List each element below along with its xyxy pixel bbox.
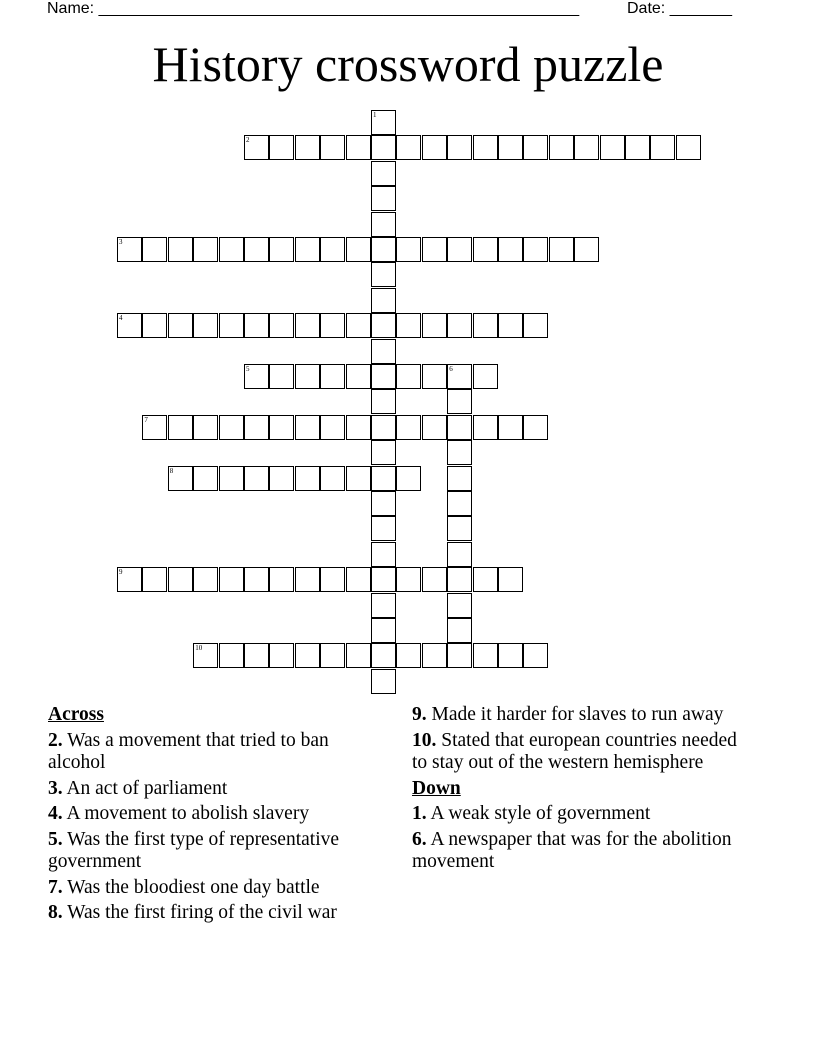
- grid-cell[interactable]: [498, 135, 523, 160]
- grid-cell[interactable]: [371, 339, 396, 364]
- grid-cell[interactable]: [447, 643, 472, 668]
- grid-cell[interactable]: [422, 643, 447, 668]
- grid-cell[interactable]: [422, 415, 447, 440]
- clue-number-label: 9: [119, 568, 123, 577]
- grid-cell[interactable]: [371, 643, 396, 668]
- grid-cell[interactable]: [269, 643, 294, 668]
- grid-cell[interactable]: [447, 440, 472, 465]
- grid-cell[interactable]: [371, 440, 396, 465]
- grid-cell[interactable]: [269, 237, 294, 262]
- grid-cell[interactable]: [650, 135, 675, 160]
- grid-cell[interactable]: [219, 237, 244, 262]
- clue-number: 9.: [412, 704, 427, 725]
- grid-cell[interactable]: [244, 466, 269, 491]
- grid-cell[interactable]: [396, 237, 421, 262]
- grid-cell[interactable]: [549, 135, 574, 160]
- grid-cell[interactable]: [371, 669, 396, 694]
- grid-cell[interactable]: [346, 567, 371, 592]
- grid-cell[interactable]: [447, 364, 472, 389]
- grid-cell[interactable]: [269, 135, 294, 160]
- grid-cell[interactable]: [168, 466, 193, 491]
- grid-cell[interactable]: [295, 567, 320, 592]
- grid-cell[interactable]: [371, 161, 396, 186]
- grid-cell[interactable]: [625, 135, 650, 160]
- clue-text: A newspaper that was for the abolition movement: [412, 828, 732, 872]
- grid-cell[interactable]: [371, 466, 396, 491]
- grid-cell[interactable]: [371, 262, 396, 287]
- grid-cell[interactable]: [447, 135, 472, 160]
- grid-cell[interactable]: [422, 567, 447, 592]
- grid-cell[interactable]: [320, 466, 345, 491]
- grid-cell[interactable]: [473, 415, 498, 440]
- grid-cell[interactable]: [676, 135, 701, 160]
- clue-text: A weak style of government: [430, 803, 651, 824]
- grid-cell[interactable]: [193, 643, 218, 668]
- clue-number: 7.: [48, 876, 63, 898]
- across-clue: [48, 778, 388, 801]
- clue-number-label: 5: [246, 365, 250, 373]
- grid-cell[interactable]: [447, 415, 472, 440]
- grid-cell[interactable]: [346, 364, 371, 389]
- grid-cell[interactable]: [422, 135, 447, 160]
- grid-cell[interactable]: [244, 313, 269, 338]
- grid-cell[interactable]: [371, 110, 396, 135]
- grid-cell[interactable]: [320, 313, 345, 338]
- grid-cell[interactable]: [346, 237, 371, 262]
- clue-number: 6.: [412, 828, 427, 850]
- grid-cell[interactable]: [422, 313, 447, 338]
- grid-cell[interactable]: [193, 466, 218, 491]
- clue-number-label: 8: [169, 466, 174, 475]
- grid-cell[interactable]: [219, 313, 244, 338]
- grid-cell[interactable]: [498, 643, 523, 668]
- grid-cell[interactable]: [219, 466, 244, 491]
- grid-cell[interactable]: [168, 313, 193, 338]
- clue-number: 1.: [412, 803, 427, 824]
- grid-cell[interactable]: [371, 237, 396, 262]
- grid-cell[interactable]: [422, 237, 447, 262]
- grid-cell[interactable]: [117, 237, 142, 262]
- clue-text: Was the first type of representative government: [48, 828, 340, 872]
- clue-number-label: 1: [373, 111, 377, 119]
- grid-cell[interactable]: [269, 466, 294, 491]
- clue-text: An act of parliament: [66, 777, 228, 799]
- grid-cell[interactable]: [295, 364, 320, 389]
- grid-cell[interactable]: [371, 516, 396, 541]
- clue-text: Was the first firing of the civil war: [67, 902, 337, 923]
- grid-cell[interactable]: [168, 237, 193, 262]
- clue-number: 5.: [48, 828, 63, 850]
- grid-cell[interactable]: [142, 567, 167, 592]
- grid-cell[interactable]: [142, 237, 167, 262]
- grid-cell[interactable]: [193, 567, 218, 592]
- grid-cell[interactable]: [574, 135, 599, 160]
- down-clue: [412, 803, 742, 826]
- grid-cell[interactable]: [295, 135, 320, 160]
- grid-cell[interactable]: [396, 415, 421, 440]
- grid-cell[interactable]: [371, 542, 396, 567]
- clue-number: 10.: [412, 729, 437, 751]
- clue-text: Was the bloodiest one day battle: [67, 876, 320, 898]
- grid-cell[interactable]: [447, 389, 472, 414]
- grid-cell[interactable]: [142, 415, 167, 440]
- grid-cell[interactable]: [447, 567, 472, 592]
- grid-cell[interactable]: [371, 313, 396, 338]
- grid-cell[interactable]: [320, 643, 345, 668]
- across-clue: [412, 704, 742, 727]
- clue-number: 2.: [48, 729, 63, 751]
- grid-cell[interactable]: [193, 237, 218, 262]
- page-title: History crossword puzzle: [152, 36, 664, 92]
- grid-cell[interactable]: [396, 643, 421, 668]
- clues-left-column: [48, 704, 388, 928]
- grid-cell[interactable]: [117, 567, 142, 592]
- clue-number: 8.: [48, 902, 63, 923]
- grid-cell[interactable]: [447, 542, 472, 567]
- clue-number: 3.: [48, 777, 63, 799]
- grid-cell[interactable]: [295, 466, 320, 491]
- grid-cell[interactable]: [269, 364, 294, 389]
- across-clue: [48, 803, 388, 826]
- grid-cell[interactable]: [219, 415, 244, 440]
- name-field: Name: ______________________________________________________: [47, 0, 580, 17]
- grid-cell[interactable]: [523, 313, 548, 338]
- grid-cell[interactable]: [371, 364, 396, 389]
- grid-cell[interactable]: [371, 491, 396, 516]
- grid-cell[interactable]: [219, 567, 244, 592]
- clue-number-label: 2: [246, 136, 250, 145]
- grid-cell[interactable]: [549, 237, 574, 262]
- grid-cell[interactable]: [320, 135, 345, 160]
- grid-cell[interactable]: [473, 364, 498, 389]
- clue-number-label: 3: [119, 238, 123, 246]
- grid-cell[interactable]: [447, 618, 472, 643]
- across-heading: Across: [48, 704, 104, 725]
- clues-right-column: [412, 704, 742, 877]
- grid-cell[interactable]: [523, 643, 548, 668]
- grid-cell[interactable]: [473, 643, 498, 668]
- grid-cell[interactable]: [473, 567, 498, 592]
- grid-cell[interactable]: [498, 313, 523, 338]
- clue-text: Made it harder for slaves to run away: [431, 704, 724, 725]
- clue-number-label: 4: [119, 314, 123, 323]
- grid-cell[interactable]: [269, 567, 294, 592]
- grid-cell[interactable]: [396, 466, 421, 491]
- grid-cell[interactable]: [523, 135, 548, 160]
- grid-cell[interactable]: [346, 643, 371, 668]
- grid-cell[interactable]: [447, 466, 472, 491]
- grid-cell[interactable]: [168, 415, 193, 440]
- date-field: Date: _______: [627, 0, 732, 17]
- clue-number: 4.: [48, 803, 63, 824]
- grid-cell[interactable]: [498, 567, 523, 592]
- grid-cell[interactable]: [295, 415, 320, 440]
- grid-cell[interactable]: [244, 135, 269, 160]
- grid-cell[interactable]: [142, 313, 167, 338]
- grid-cell[interactable]: [371, 135, 396, 160]
- across-clue: [48, 877, 388, 900]
- clue-text: A movement to abolish slavery: [66, 803, 310, 824]
- grid-cell[interactable]: [498, 415, 523, 440]
- grid-cell[interactable]: [396, 313, 421, 338]
- across-clue: [48, 730, 388, 775]
- grid-cell[interactable]: [396, 364, 421, 389]
- grid-cell[interactable]: [346, 313, 371, 338]
- grid-cell[interactable]: [269, 415, 294, 440]
- grid-cell[interactable]: [244, 364, 269, 389]
- grid-cell[interactable]: [244, 415, 269, 440]
- grid-cell[interactable]: [320, 237, 345, 262]
- grid-cell[interactable]: [447, 491, 472, 516]
- grid-cell[interactable]: [473, 237, 498, 262]
- grid-cell[interactable]: [371, 212, 396, 237]
- grid-cell[interactable]: [396, 567, 421, 592]
- grid-cell[interactable]: [371, 389, 396, 414]
- grid-cell[interactable]: [523, 415, 548, 440]
- grid-cell[interactable]: [295, 643, 320, 668]
- clue-number-label: 10: [195, 644, 203, 653]
- grid-cell[interactable]: [295, 237, 320, 262]
- grid-cell[interactable]: [320, 567, 345, 592]
- grid-cell[interactable]: [447, 313, 472, 338]
- grid-cell[interactable]: [168, 567, 193, 592]
- grid-cell[interactable]: [447, 516, 472, 541]
- grid-cell[interactable]: [396, 135, 421, 160]
- grid-cell[interactable]: [447, 237, 472, 262]
- grid-cell[interactable]: [473, 313, 498, 338]
- clue-number-label: 7: [144, 415, 148, 424]
- clue-text: Stated that european countries needed to stay out of the western hemisphere: [412, 729, 737, 773]
- across-clue: [412, 730, 742, 775]
- grid-cell[interactable]: [498, 237, 523, 262]
- across-clue: [48, 829, 388, 874]
- grid-cell[interactable]: [320, 364, 345, 389]
- grid-cell[interactable]: [269, 313, 294, 338]
- grid-cell[interactable]: [244, 567, 269, 592]
- grid-cell[interactable]: [117, 313, 142, 338]
- grid-cell[interactable]: [473, 135, 498, 160]
- grid-cell[interactable]: [371, 567, 396, 592]
- grid-cell[interactable]: [371, 288, 396, 313]
- down-clue: [412, 829, 742, 874]
- grid-cell[interactable]: [422, 364, 447, 389]
- grid-cell[interactable]: [193, 313, 218, 338]
- clue-text: Was a movement that tried to ban alcohol: [48, 729, 329, 773]
- grid-cell[interactable]: [346, 135, 371, 160]
- grid-cell[interactable]: [447, 593, 472, 618]
- grid-cell[interactable]: [523, 237, 548, 262]
- across-clue: [48, 902, 388, 925]
- clue-number-label: 6: [449, 365, 453, 373]
- grid-cell[interactable]: [320, 415, 345, 440]
- grid-cell[interactable]: [600, 135, 625, 160]
- grid-cell[interactable]: [193, 415, 218, 440]
- down-heading: Down: [412, 777, 461, 799]
- grid-cell[interactable]: [346, 415, 371, 440]
- grid-cell[interactable]: [371, 415, 396, 440]
- grid-cell[interactable]: [346, 466, 371, 491]
- grid-cell[interactable]: [371, 618, 396, 643]
- grid-cell[interactable]: [574, 237, 599, 262]
- grid-cell[interactable]: [244, 643, 269, 668]
- grid-cell[interactable]: [295, 313, 320, 338]
- grid-cell[interactable]: [244, 237, 269, 262]
- grid-cell[interactable]: [219, 643, 244, 668]
- grid-cell[interactable]: [371, 593, 396, 618]
- grid-cell[interactable]: [371, 186, 396, 211]
